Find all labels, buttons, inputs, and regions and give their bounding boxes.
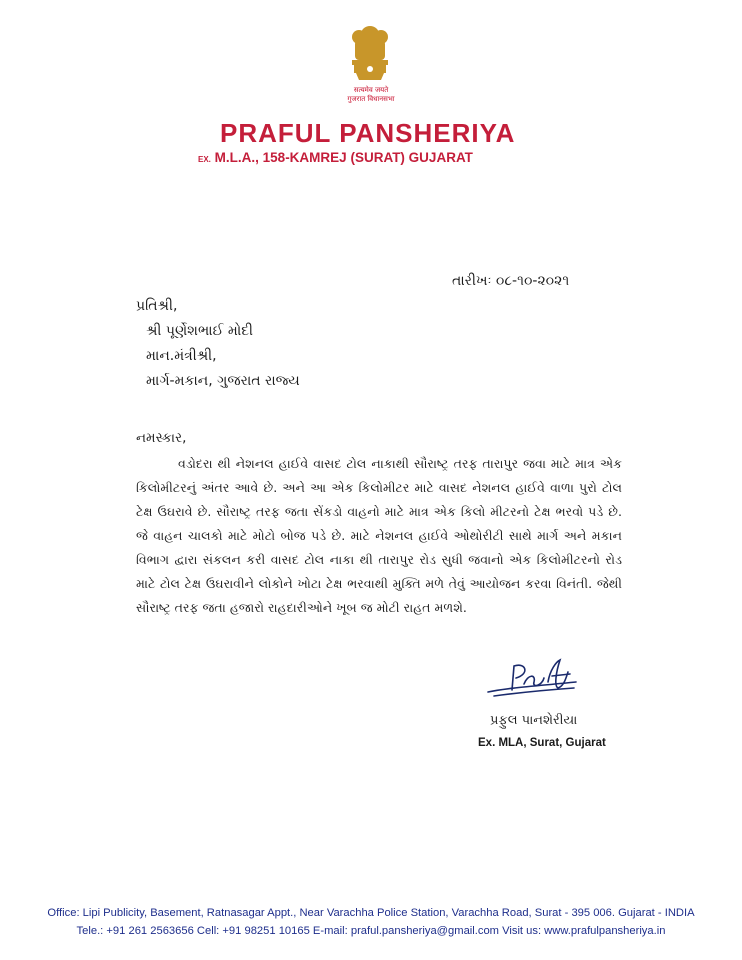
letter-date: તારીખઃ ૦૮-૧૦-૨૦૨૧ bbox=[452, 273, 570, 289]
letter-body: વડોદરા થી નેશનલ હાઈવે વાસદ ટોલ નાકાથી સૌરાષ્ટ્ર તરફ તારાપુર જવા માટે માત્ર એક કિલોમીટરનું અંતર આવે છે. અને આ એક કિલોમીટર માટે વાસદ નેશનલ હાઈવે વાળા પુરો ટોલ ટેક્ષ ઉઘરાવે છે. સૌરાષ્ટ્ર તરફ જતા સેંકડો વાહનો માટે માત્ર એક કિલો મીટરનો ટેક્ષ ભરવો પડે છે. જે વાહન ચાલકો માટે મોટો બોજ પડે છે. માટે નેશનલ હાઈવે ઓથોરીટી સાથે માર્ગ અને મકાન વિભાગ દ્વારા સંકલન કરી વાસદ ટોલ નાકા થી તારાપુર રોડ સુધી જવાનો એક કિલોમીટરનો રોડ માટે ટોલ ટેક્ષ ઉઘરાવીને લોકોને ખોટા ટેક્ષ ભરવાથી મુક્તિ મળે તેવું આયોજન કરવા વિનંતી. જેથી સૌરાષ્ટ્ર તરફ જતા હજારો રાહદારીઓને ખૂબ જ મોટી રાહત મળશે. bbox=[136, 456, 622, 615]
footer-contact-details: Tele.: +91 261 2563656 Cell: +91 98251 10165 E-mail: praful.pansheriya@gmail.com Visit us: www.prafulpansheriya.in bbox=[76, 925, 666, 937]
salutation: નમસ્કાર, bbox=[136, 430, 187, 446]
letterhead-footer bbox=[0, 904, 742, 940]
letterhead-designation bbox=[198, 150, 473, 165]
handwritten-signature-icon bbox=[486, 652, 582, 704]
address-block bbox=[136, 294, 300, 394]
footer-office-address: Office: Lipi Publicity, Basement, Ratnasagar Appt., Near Varachha Police Station, Varachha Road, Surat - 395 006. Gujarat - INDIA bbox=[47, 907, 695, 919]
address-line: માર્ગ-મકાન, ગુજરાત રાજ્ય bbox=[146, 373, 300, 389]
address-line: માન.મંત્રીશ્રી, bbox=[146, 348, 217, 364]
emblem-motto: सत्यमेव जयते bbox=[353, 86, 389, 94]
signatory-name: પ્રફુલ પાનશેરીયા bbox=[490, 713, 578, 728]
state-emblem-icon bbox=[344, 22, 396, 86]
letterhead-name: PRAFUL PANSHERIYA bbox=[220, 118, 516, 148]
address-line: પ્રતિશ્રી, bbox=[136, 298, 178, 314]
ex-prefix: EX. bbox=[198, 155, 211, 164]
signatory-title: Ex. MLA, Surat, Gujarat bbox=[478, 737, 606, 749]
assembly-name: गुजरात विधानसभा bbox=[347, 95, 395, 103]
designation-text: M.L.A., 158-KAMREJ (SURAT) GUJARAT bbox=[214, 150, 473, 165]
address-line: શ્રી પૂર્ણેશભાઈ મોદી bbox=[146, 323, 254, 339]
